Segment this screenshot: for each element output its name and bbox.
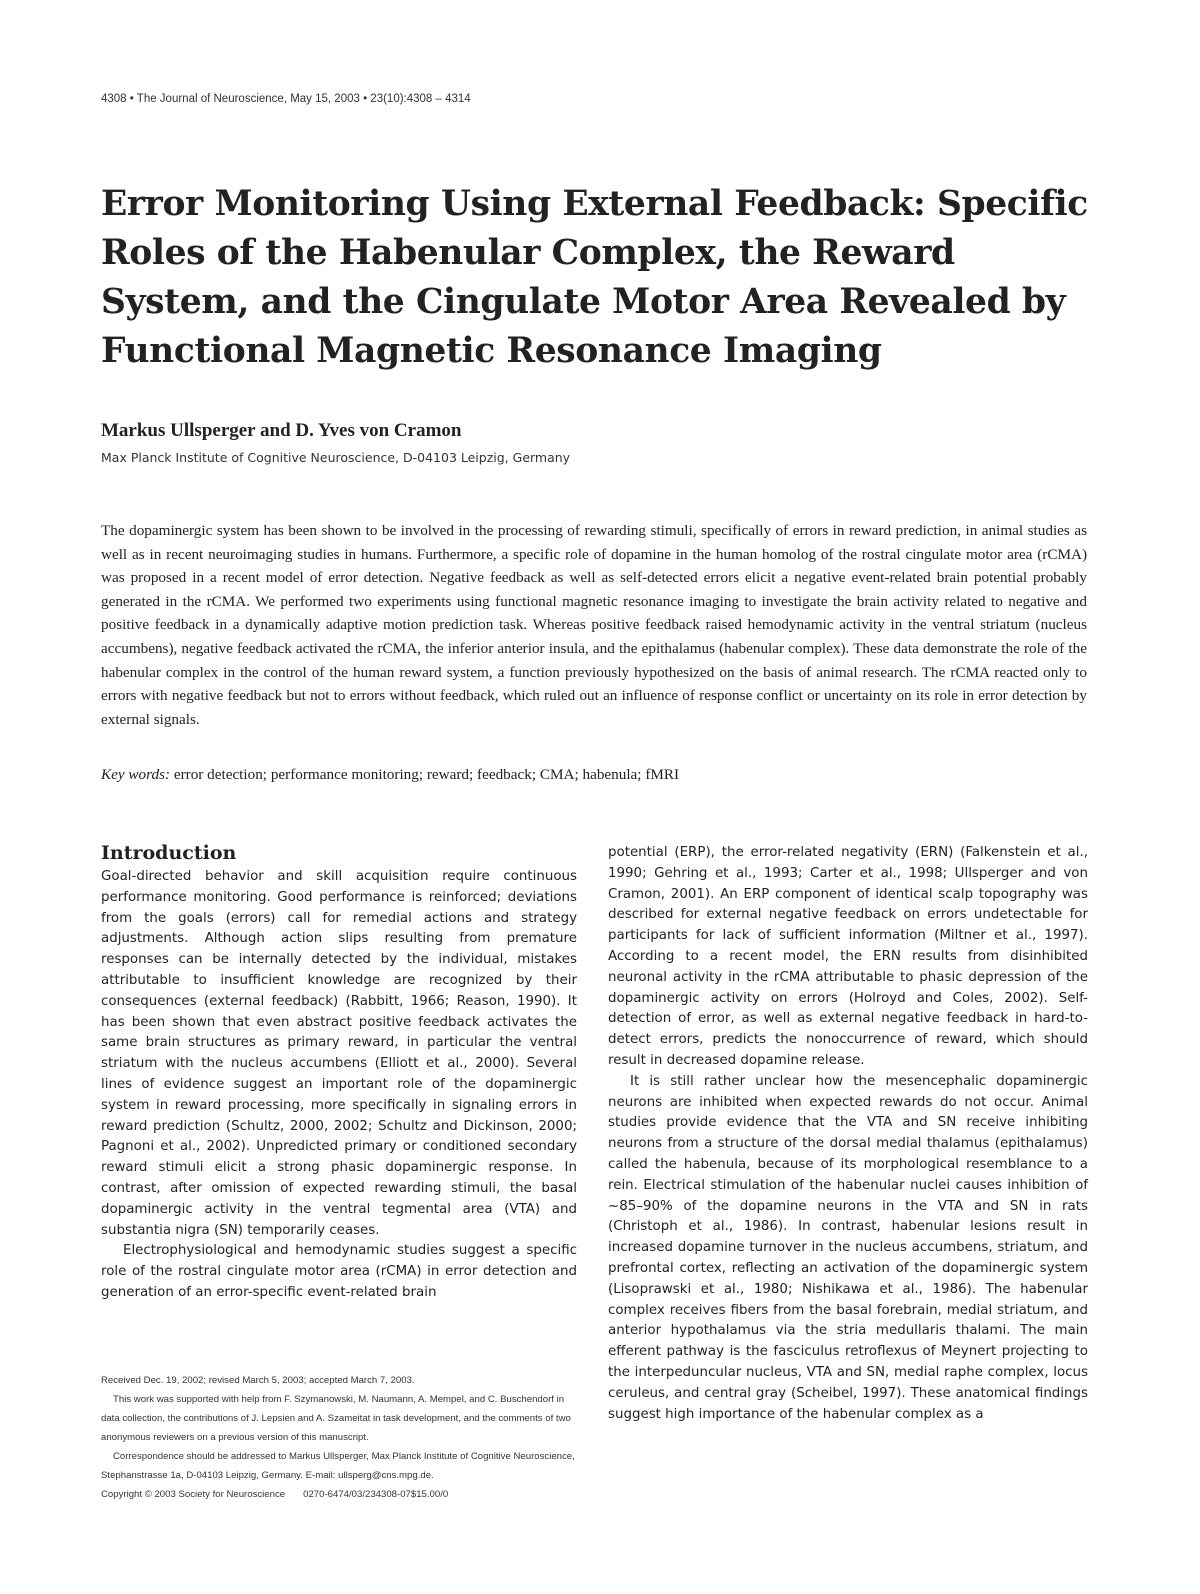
affiliation: Max Planck Institute of Cognitive Neuroscience, D-04103 Leipzig, Germany xyxy=(101,450,571,465)
footnote-support: This work was supported with help from F. Szymanowski, M. Naumann, A. Mempel, and C. Buschendorf in data collection, the contributions of J. Lepsien and A. Szameitat in task development, and the comments of two anonymous reviewers on a previous version of this manuscript. xyxy=(101,1394,571,1443)
intro-paragraph-2: Electrophysiological and hemodynamic studies suggest a specific role of the rostral cingulate motor area (rCMA) in error detection and generation of an error-specific event-related brain xyxy=(101,1243,577,1300)
running-head: 4308 • The Journal of Neuroscience, May 15, 2003 • 23(10):4308 – 4314 xyxy=(101,93,471,105)
footnote-received: Received Dec. 19, 2002; revised March 5, 2003; accepted March 7, 2003. xyxy=(101,1375,415,1386)
section-heading-introduction: Introduction xyxy=(101,842,237,864)
right-column xyxy=(608,843,1088,1425)
footnote-copyright xyxy=(101,1485,581,1504)
article-title: Error Monitoring Using External Feedback: Specific Roles of the Habenular Complex, the Reward System, and the Cingulate Motor Area Revealed by Functional Magnetic Resonance Imaging xyxy=(101,184,1088,371)
intro-paragraph-2-continued: potential (ERP), the error-related negativity (ERN) (Falkenstein et al., 1990; Gehring et al., 1993; Carter et al., 1998; Ullsperger and von Cramon, 2001). An ERP component of identical scalp topography was described for external negative feedback on errors undetectable for participants for lack of sufficient information (Miltner et al., 1997). According to a recent model, the ERN results from disinhibited neuronal activity in the rCMA attributable to phasic depression of the dopaminergic activity on errors (Holroyd and Coles, 2002). Self-detection of error, as well as external negative feedback in hard-to-detect errors, predicts the nonoccurrence of reward, which should result in decreased dopamine release. xyxy=(608,845,1088,1068)
left-column xyxy=(101,840,577,1304)
intro-paragraph-3: It is still rather unclear how the mesencephalic dopaminergic neurons are inhibited when expected rewards do not occur. Animal studies provide evidence that the VTA and SN receive inhibiting neurons from a structure of the dorsal medial thalamus (epithalamus) called the habenula, because of its morphological resemblance to a rein. Electrical stimulation of the habenular nuclei causes inhibition of ~85–90% of the dopamine neurons in the VTA and SN in rats (Christoph et al., 1986). In contrast, habenular lesions result in increased dopamine turnover in the nucleus accumbens, striatum, and prefrontal cortex, reflecting an activation of the dopaminergic system (Lisoprawski et al., 1980; Nishikawa et al., 1986). The habenular complex receives fibers from the basal forebrain, medial striatum, and anterior hypothalamus via the stria medullaris thalami. The main efferent pathway is the fasciculus retroflexus of Meynert projecting to the interpeduncular nucleus, VTA and SN, medial raphe complex, locus ceruleus, and central gray (Scheibel, 1997). These anatomical findings suggest high importance of the habenular complex as a xyxy=(608,1073,1088,1422)
copyright-text: Copyright © 2003 Society for Neuroscience xyxy=(101,1489,286,1500)
intro-paragraph-1: Goal-directed behavior and skill acquisition require continuous performance monitoring. Good performance is reinforced; deviations from the goals (errors) call for remedial actions and strategy adjustments. Although action slips resulting from premature responses can be internally detected by the individual, mistakes attributable to insufficient knowledge are recognized by their consequences (external feedback) (Rabbitt, 1966; Reason, 1990). It has been shown that even abstract positive feedback activates the same brain structures as primary reward, in particular the ventral striatum with the nucleus accumbens (Elliott et al., 2000). Several lines of evidence suggest an important role of the dopaminergic system in reward processing, more specifically in signaling errors in reward prediction (Schultz, 2000, 2002; Schultz and Dickinson, 2000; Pagnoni et al., 2002). Unpredicted primary or conditioned secondary reward stimuli elicit a strong phasic dopaminergic response. In contrast, after omission of expected rewarding stimuli, the basal dopaminergic activity in the ventral tegmental area (VTA) and substantia nigra (SN) temporarily ceases. xyxy=(101,869,577,1238)
abstract: The dopaminergic system has been shown to be involved in the processing of rewarding stimuli, specifically of errors in reward prediction, in animal studies as well as in recent neuroimaging studies in humans. Furthermore, a specific role of dopamine in the human homolog of the rostral cingulate motor area (rCMA) was proposed in a recent model of error detection. Negative feedback as well as self-detected errors elicit a negative event-related brain potential probably generated in the rCMA. We performed two experiments using functional magnetic resonance imaging to investigate the brain activity related to negative and positive feedback in a dynamically adaptive motion prediction task. Whereas positive feedback raised hemodynamic activity in the ventral striatum (nucleus accumbens), negative feedback activated the rCMA, the inferior anterior insula, and the epithalamus (habenular complex). These data demonstrate the role of the habenular complex in the control of the human reward system, a function previously hypothesized on the basis of animal research. The rCMA reacted only to errors with negative feedback but not to errors without feedback, which ruled out an influence of response conflict or uncertainty on its role in error detection by external signals. xyxy=(101,522,1087,728)
keywords-label: Key words: xyxy=(101,766,171,783)
keywords-text: error detection; performance monitoring; reward; feedback; CMA; habenula; fMRI xyxy=(173,766,680,783)
footnote-correspondence: Correspondence should be addressed to Markus Ullsperger, Max Planck Institute of Cognitive Neuroscience, Stephanstrasse 1a, D-04103 Leipzig, Germany. E-mail: ullsperg@cns.mpg.de. xyxy=(101,1451,575,1481)
keywords xyxy=(101,766,679,784)
authors: Markus Ullsperger and D. Yves von Cramon xyxy=(101,420,462,441)
footnotes xyxy=(101,1371,581,1504)
issn-text: 0270-6474/03/234308-07$15.00/0 xyxy=(303,1489,449,1500)
